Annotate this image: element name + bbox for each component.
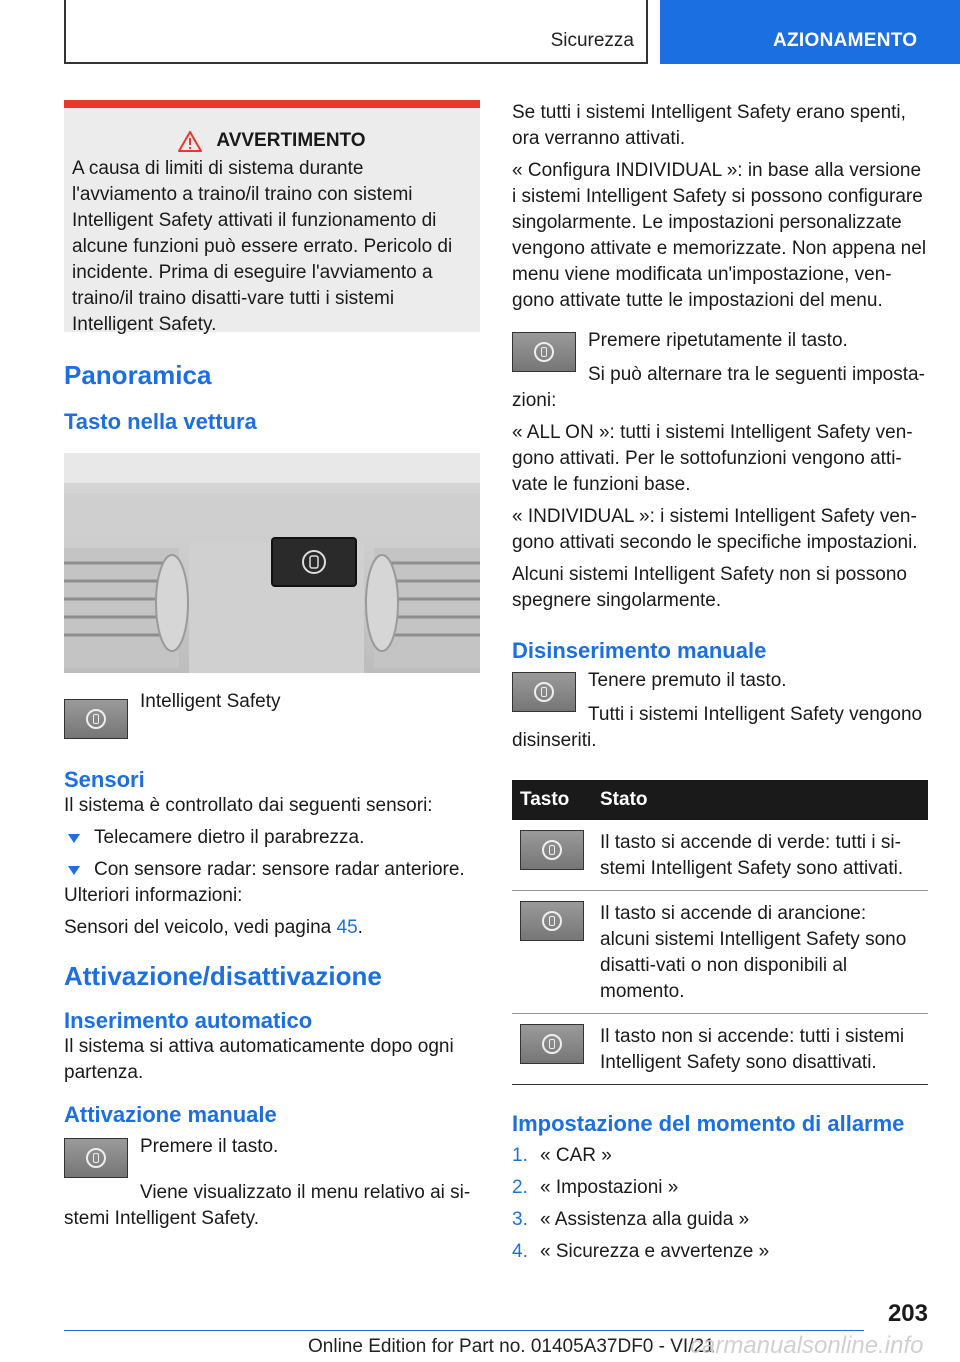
button-off-icon	[520, 1024, 584, 1064]
left-column	[64, 100, 480, 1232]
heading-inserimento-automatico: Inserimento automatico	[64, 1008, 313, 1033]
intelligent-safety-button-icon	[512, 332, 576, 372]
sensori-reference	[64, 915, 480, 941]
dis-step-hold: Tenere premuto il tasto.	[588, 670, 787, 691]
mode-all-on: « ALL ON »: tutti i sistemi Intelligent Safety ven-gono attivati. Per le sottofunzioni vengono atti-vate le funzioni base.	[512, 422, 913, 495]
sensori-intro: Il sistema è controllato dai seguenti sensori:	[64, 795, 433, 816]
button-green-icon	[520, 830, 584, 870]
right-p2: « Configura INDIVIDUAL »: in base alla versione i sistemi Intelligent Safety si possono configurare singolarmente. Le impostazioni personalizzate vengono attivate e memorizzate. Non appena nel menu viene modificata un'impostazione, ven-gono attivate tutte le impostazioni del menu.	[512, 160, 927, 311]
table-header-tasto: Tasto	[512, 780, 592, 820]
warning-box	[64, 100, 480, 335]
list-item	[512, 1207, 928, 1233]
dis-step-result: Tutti i sistemi Intelligent Safety vengono disinseriti.	[512, 704, 923, 751]
list-item	[512, 1175, 928, 1201]
step-number: 2.	[512, 1177, 528, 1198]
heading-allarme: Impostazione del momento di allarme	[512, 1111, 905, 1136]
table-cell-state: Il tasto si accende di arancione: alcuni sistemi Intelligent Safety sono disatti-vati o non disponibili al momento.	[592, 891, 928, 1014]
heading-attivazione: Attivazione/disattivazione	[64, 961, 382, 991]
footer-divider	[64, 1330, 864, 1331]
table-row	[512, 820, 928, 891]
mode-individual: « INDIVIDUAL »: i sistemi Intelligent Safety ven-gono attivati secondo le specifiche impostazioni.	[512, 506, 918, 553]
table-cell-state: Il tasto non si accende: tutti i sistemi Intelligent Safety sono disattivati.	[592, 1014, 928, 1085]
reference-end: .	[357, 917, 363, 938]
page-number: 203	[887, 1300, 928, 1327]
heading-tasto-vettura: Tasto nella vettura	[64, 409, 257, 434]
manual-step-menu: Viene visualizzato il menu relativo ai si-stemi Intelligent Safety.	[64, 1182, 471, 1229]
step-number: 3.	[512, 1209, 528, 1230]
warning-triangle-icon	[178, 131, 202, 152]
watermark: carmanualsonline.info	[690, 1332, 924, 1359]
warning-title-text: AVVERTIMENTO	[216, 130, 366, 151]
some-systems-note: Alcuni sistemi Intelligent Safety non si possono spegnere singolarmente.	[512, 564, 907, 611]
list-item	[64, 825, 480, 851]
right-column	[512, 100, 928, 1265]
intelligent-safety-button-icon	[64, 699, 128, 739]
intelligent-safety-button-icon	[512, 672, 576, 712]
list-item-text: Con sensore radar: sensore radar anteriore.	[94, 859, 465, 880]
manual-activation-row	[64, 1134, 480, 1178]
heading-attivazione-manuale: Attivazione manuale	[64, 1102, 277, 1127]
warning-text: A causa di limiti di sistema durante l'avviamento a traino/il traino con sistemi Intelligent Safety attivati il funzionamento di alcune funzioni può essere errato. Pericolo di incidente. Prima di eseguire l'avviamento a traino/il traino disatti-vare tutti i sistemi Intelligent Safety.	[72, 158, 453, 335]
triangle-bullet-icon	[68, 834, 80, 843]
allarme-steps	[512, 1143, 928, 1265]
step-text: « Sicurezza e avvertenze »	[540, 1241, 770, 1262]
header-chapter-tab	[660, 0, 960, 64]
header-section-tab	[64, 0, 648, 64]
step-text: « Impostazioni »	[540, 1177, 679, 1198]
repeat-step-press: Premere ripetutamente il tasto.	[588, 330, 848, 351]
intelligent-safety-legend	[64, 691, 480, 739]
header-section-label: Sicurezza	[550, 30, 634, 51]
step-text: « CAR »	[540, 1145, 612, 1166]
right-p1: Se tutti i sistemi Intelligent Safety erano spenti, ora verranno attivati.	[512, 102, 906, 149]
step-number: 4.	[512, 1241, 528, 1262]
heading-sensori: Sensori	[64, 767, 145, 792]
button-orange-icon	[520, 901, 584, 941]
table-header-stato: Stato	[592, 780, 928, 820]
table-row	[512, 891, 928, 1014]
heading-disinserimento: Disinserimento manuale	[512, 638, 767, 663]
list-item	[512, 1239, 928, 1265]
page-link[interactable]: 45	[336, 917, 358, 938]
car-button-photo	[64, 453, 480, 673]
list-item	[64, 857, 480, 883]
repeat-step-toggle: Si può alternare tra le seguenti imposta-zioni:	[512, 364, 925, 411]
intelligent-safety-caption: Intelligent Safety	[140, 691, 281, 712]
table-row	[512, 1014, 928, 1085]
sensori-more-label: Ulteriori informazioni:	[64, 885, 243, 906]
intelligent-safety-button-icon	[64, 1138, 128, 1178]
edition-line: Online Edition for Part no. 01405A37DF0 - VI/21	[308, 1336, 715, 1357]
manual-step-press: Premere il tasto.	[140, 1136, 279, 1157]
list-item	[512, 1143, 928, 1169]
warning-title	[72, 130, 472, 152]
table-header-row	[512, 780, 928, 820]
triangle-bullet-icon	[68, 866, 80, 875]
header-chapter-label: AZIONAMENTO	[773, 30, 918, 51]
step-text: « Assistenza alla guida »	[540, 1209, 750, 1230]
reference-text: Sensori del veicolo, vedi pagina	[64, 917, 337, 938]
button-states-table	[512, 780, 928, 1085]
table-cell-state: Il tasto si accende di verde: tutti i si-stemi Intelligent Safety sono attivati.	[592, 820, 928, 891]
auto-text: Il sistema si attiva automaticamente dopo ogni partenza.	[64, 1036, 454, 1083]
sensori-list	[64, 825, 480, 883]
heading-panoramica: Panoramica	[64, 360, 212, 390]
list-item-text: Telecamere dietro il parabrezza.	[94, 827, 365, 848]
step-number: 1.	[512, 1145, 528, 1166]
